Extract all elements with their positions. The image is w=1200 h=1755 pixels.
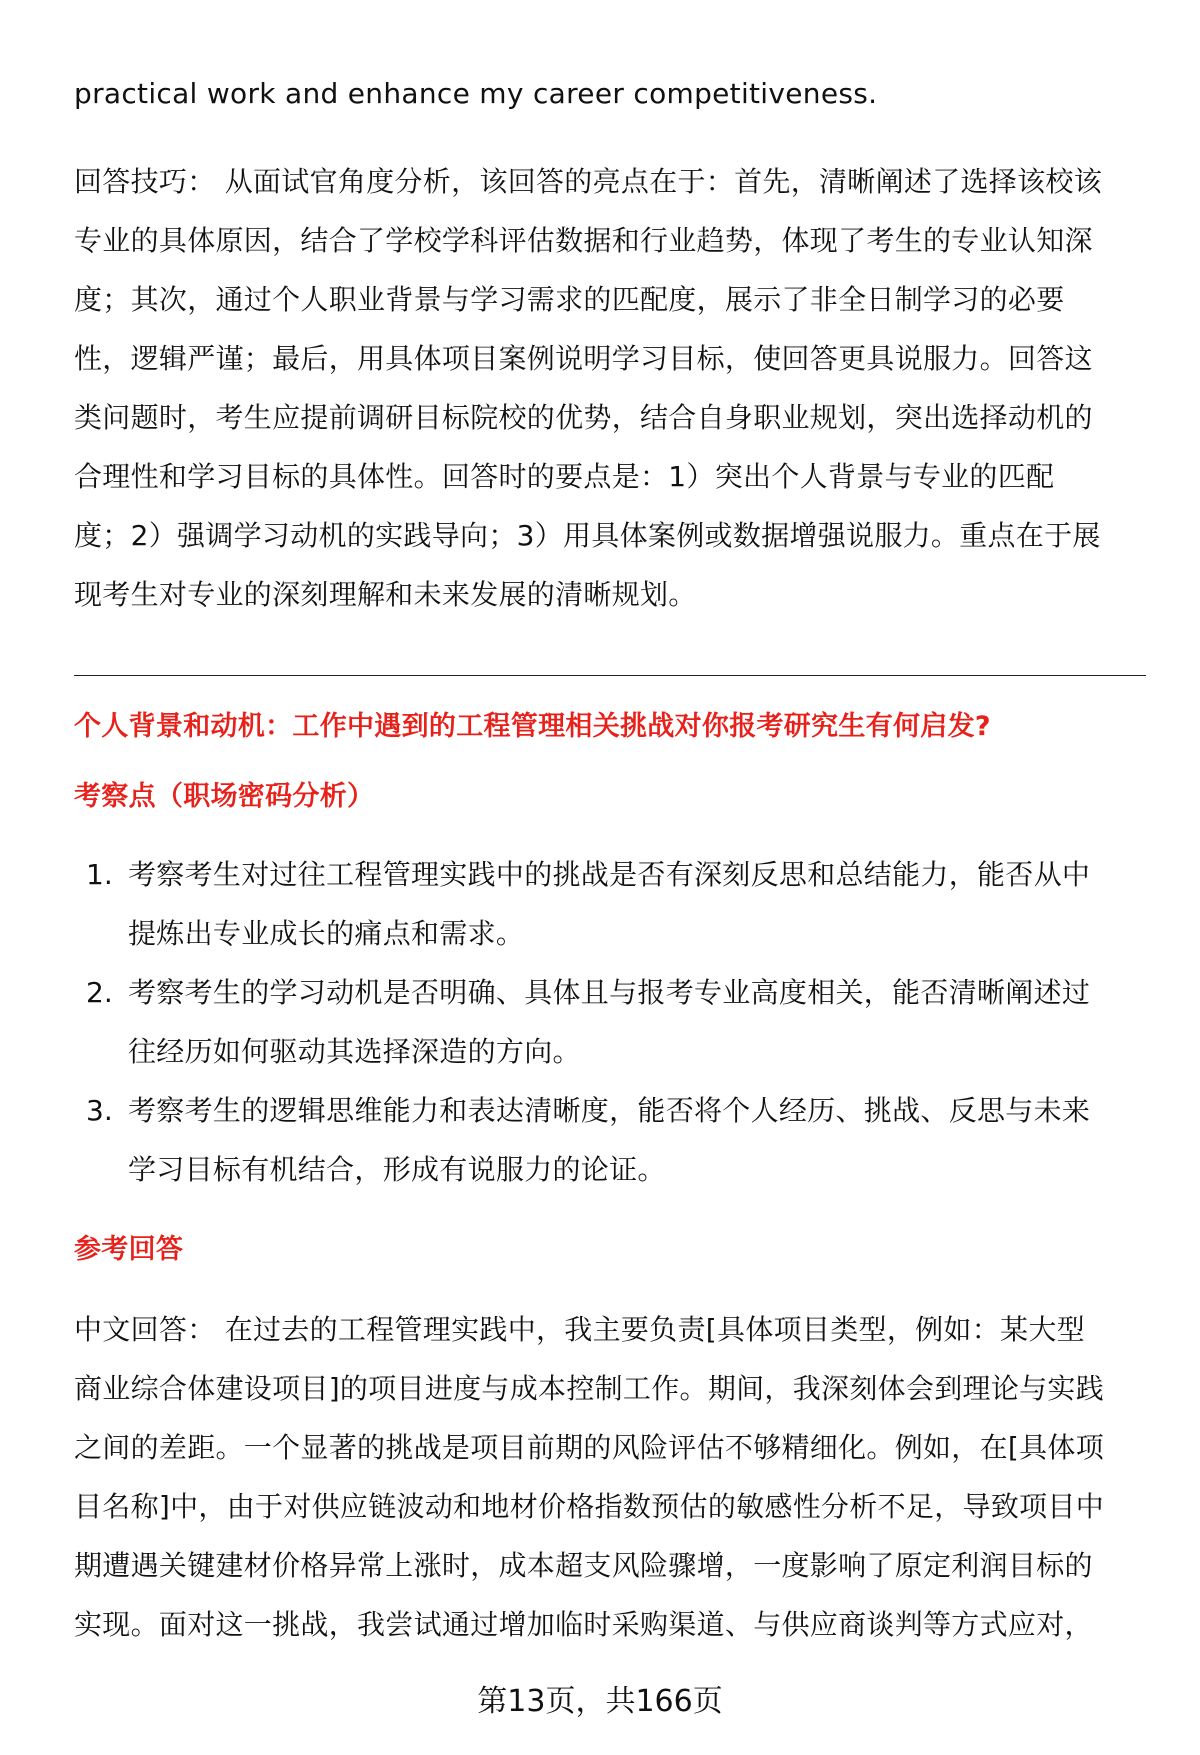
answer-line: 期遭遇关键建材价格异常上涨时，成本超支风险骤增，一度影响了原定利润目标的 — [74, 1549, 1093, 1582]
list-item-line: 往经历如何驱动其选择深造的方向。 — [128, 1035, 581, 1068]
list-item-line: 学习目标有机结合，形成有说服力的论证。 — [128, 1153, 666, 1186]
list-number: 3. — [86, 1094, 113, 1127]
tips-line: 性，逻辑严谨；最后，用具体项目案例说明学习目标，使回答更具说服力。回答这 — [74, 342, 1093, 375]
tips-line: 合理性和学习目标的具体性。回答时的要点是：1）突出个人背景与专业的匹配 — [74, 460, 1055, 493]
tips-line: 类问题时，考生应提前调研目标院校的优势，结合自身职业规划，突出选择动机的 — [74, 401, 1093, 434]
list-item-line: 考察考生对过往工程管理实践中的挑战是否有深刻反思和总结能力，能否从中 — [128, 858, 1091, 891]
answer-line: 实现。面对这一挑战，我尝试通过增加临时采购渠道、与供应商谈判等方式应对， — [74, 1608, 1093, 1641]
previous-answer-tail: practical work and enhance my career competitiveness. — [74, 77, 878, 110]
tips-line: 度；其次，通过个人职业背景与学习需求的匹配度，展示了非全日制学习的必要 — [74, 283, 1065, 316]
list-number: 1. — [86, 858, 113, 891]
answer-line: 商业综合体建设项目]的项目进度与成本控制工作。期间，我深刻体会到理论与实践 — [74, 1372, 1105, 1405]
list-item-line: 提炼出专业成长的痛点和需求。 — [128, 917, 525, 950]
page-number: 第13页，共166页 — [477, 1684, 723, 1719]
tips-line: 度；2）强调学习动机的实践导向；3）用具体案例或数据增强说服力。重点在于展 — [74, 519, 1101, 552]
question-title: 个人背景和动机：工作中遇到的工程管理相关挑战对你报考研究生有何启发? — [74, 711, 991, 742]
list-item-line: 考察考生的逻辑思维能力和表达清晰度，能否将个人经历、挑战、反思与未来 — [128, 1094, 1091, 1127]
tips-line: 专业的具体原因，结合了学校学科评估数据和行业趋势，体现了考生的专业认知深 — [74, 224, 1093, 257]
tips-line: 现考生对专业的深刻理解和未来发展的清晰规划。 — [74, 578, 697, 611]
focus-heading: 考察点（职场密码分析） — [74, 781, 375, 812]
answer-line: 目名称]中，由于对供应链波动和地材价格指数预估的敏感性分析不足，导致项目中 — [74, 1490, 1105, 1523]
tips-line: 回答技巧： 从面试官角度分析，该回答的亮点在于：首先，清晰阐述了选择该校该 — [74, 165, 1103, 198]
list-number: 2. — [86, 976, 113, 1009]
answer-line: 中文回答： 在过去的工程管理实践中，我主要负责[具体项目类型，例如：某大型 — [74, 1313, 1085, 1346]
answer-line: 之间的差距。一个显著的挑战是项目前期的风险评估不够精细化。例如，在[具体项 — [74, 1431, 1105, 1464]
answer-heading: 参考回答 — [74, 1234, 184, 1265]
list-item-line: 考察考生的学习动机是否明确、具体且与报考专业高度相关，能否清晰阐述过 — [128, 976, 1091, 1009]
section-divider — [74, 675, 1146, 676]
